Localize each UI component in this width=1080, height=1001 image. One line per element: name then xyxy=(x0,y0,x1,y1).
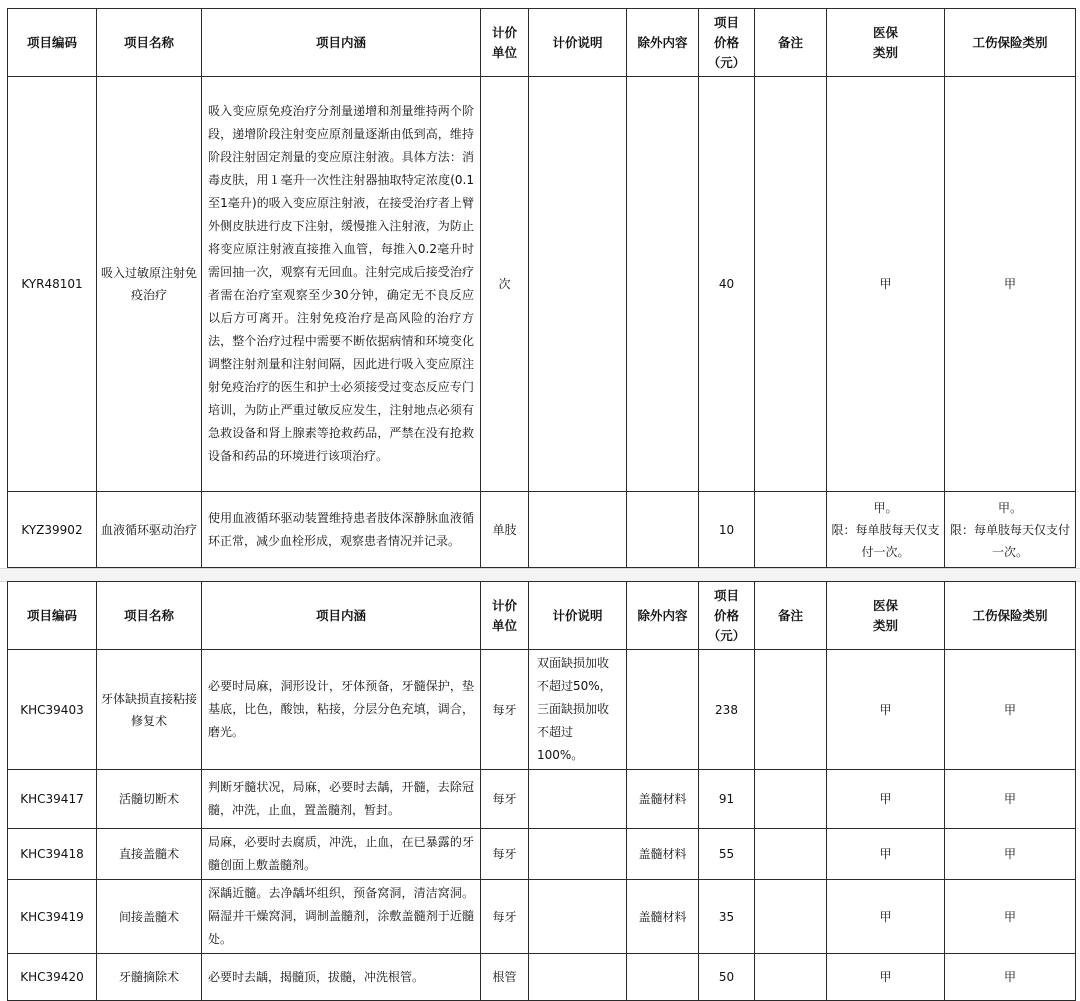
item-remark xyxy=(755,492,827,568)
item-name: 间接盖髓术 xyxy=(97,880,202,954)
header-row xyxy=(8,582,1076,650)
header-remark: 备注 xyxy=(755,582,827,650)
header-unit: 计价 单位 xyxy=(481,9,529,77)
item-excluded: 盖髓材料 xyxy=(627,829,699,880)
header-excluded: 除外内容 xyxy=(627,9,699,77)
item-pricing-note xyxy=(529,954,627,1001)
item-injury-insurance: 甲 xyxy=(945,77,1076,492)
item-medical-insurance: 甲 xyxy=(827,880,945,954)
header-name: 项目名称 xyxy=(97,582,202,650)
header-content: 项目内涵 xyxy=(202,9,481,77)
header-injury-insurance: 工伤保险类别 xyxy=(945,582,1076,650)
item-content: 局麻，必要时去腐质，冲洗，止血，在已暴露的牙髓创面上敷盖髓剂。 xyxy=(202,829,481,880)
item-price: 238 xyxy=(699,650,755,770)
header-injury-insurance: 工伤保险类别 xyxy=(945,9,1076,77)
item-price: 91 xyxy=(699,770,755,829)
item-injury-insurance: 甲 xyxy=(945,650,1076,770)
item-excluded xyxy=(627,954,699,1001)
item-pricing-note xyxy=(529,77,627,492)
item-remark xyxy=(755,954,827,1001)
item-unit: 根管 xyxy=(481,954,529,1001)
item-medical-insurance: 甲 xyxy=(827,77,945,492)
item-remark xyxy=(755,650,827,770)
item-unit: 次 xyxy=(481,77,529,492)
header-content: 项目内涵 xyxy=(202,582,481,650)
item-remark xyxy=(755,829,827,880)
table-row xyxy=(8,954,1076,1001)
header-code: 项目编码 xyxy=(8,582,97,650)
pricing-table-2 xyxy=(7,581,1076,1001)
item-medical-insurance: 甲 xyxy=(827,770,945,829)
item-unit: 每牙 xyxy=(481,880,529,954)
header-row xyxy=(8,9,1076,77)
header-price: 项目 价格 （元） xyxy=(699,9,755,77)
item-content: 吸入变应原免疫治疗分剂量递增和剂量维持两个阶段，递增阶段注射变应原剂量逐渐由低到高，维持阶段注射固定剂量的变应原注射液。具体方法：消毒皮肤，用１毫升一次性注射器抽取特定浓度(0.1至1毫升)的吸入变应原注射液，在接受治疗者上臂外侧皮肤进行皮下注射，缓慢推入注射液，为防止将变应原注射液直接推入血管，每推入0.2毫升时需回抽一次，观察有无回血。注射完成后接受治疗者需在治疗室观察至少30分钟，确定无不良反应以后方可离开。注射免疫治疗是高风险的治疗方法，整个治疗过程中需要不断依据病情和环境变化调整注射剂量和注射间隔，因此进行吸入变应原注射免疫治疗的医生和护士必须接受过变态反应专门培训，为防止严重过敏反应发生，注射地点必须有急救设备和肾上腺素等抢救药品，严禁在没有抢救设备和药品的环境进行该项治疗。 xyxy=(202,77,481,492)
item-medical-insurance: 甲 xyxy=(827,650,945,770)
item-unit: 单肢 xyxy=(481,492,529,568)
table-row xyxy=(8,829,1076,880)
item-code: KHC39419 xyxy=(8,880,97,954)
item-pricing-note xyxy=(529,880,627,954)
item-price: 35 xyxy=(699,880,755,954)
item-excluded: 盖髓材料 xyxy=(627,770,699,829)
header-excluded: 除外内容 xyxy=(627,582,699,650)
item-excluded xyxy=(627,650,699,770)
item-excluded: 盖髓材料 xyxy=(627,880,699,954)
item-medical-insurance: 甲 xyxy=(827,954,945,1001)
item-name: 牙髓摘除术 xyxy=(97,954,202,1001)
header-name: 项目名称 xyxy=(97,9,202,77)
item-excluded xyxy=(627,492,699,568)
table-row xyxy=(8,650,1076,770)
item-injury-insurance: 甲 xyxy=(945,880,1076,954)
item-remark xyxy=(755,77,827,492)
header-unit: 计价 单位 xyxy=(481,582,529,650)
item-remark xyxy=(755,880,827,954)
table-row xyxy=(8,770,1076,829)
item-injury-insurance: 甲。 限：每单肢每天仅支付一次。 xyxy=(945,492,1076,568)
item-content: 必要时去龋，揭髓顶，拔髓，冲洗根管。 xyxy=(202,954,481,1001)
item-pricing-note: 双面缺损加收不超过50%， 三面缺损加收不超过100%。 xyxy=(529,650,627,770)
item-price: 40 xyxy=(699,77,755,492)
item-name: 牙体缺损直接粘接修复术 xyxy=(97,650,202,770)
header-pricing-note: 计价说明 xyxy=(529,582,627,650)
item-name: 血液循环驱动治疗 xyxy=(97,492,202,568)
header-price: 项目 价格 （元） xyxy=(699,582,755,650)
item-excluded xyxy=(627,77,699,492)
item-content: 判断牙髓状况，局麻，必要时去龋，开髓，去除冠髓，冲洗，止血，置盖髓剂，暂封。 xyxy=(202,770,481,829)
item-injury-insurance: 甲 xyxy=(945,954,1076,1001)
item-pricing-note xyxy=(529,770,627,829)
header-pricing-note: 计价说明 xyxy=(529,9,627,77)
header-remark: 备注 xyxy=(755,9,827,77)
item-price: 50 xyxy=(699,954,755,1001)
item-content: 使用血液循环驱动装置维持患者肢体深静脉血液循环正常，减少血栓形成，观察患者情况并记录。 xyxy=(202,492,481,568)
item-price: 10 xyxy=(699,492,755,568)
table-row xyxy=(8,492,1076,568)
item-code: KYR48101 xyxy=(8,77,97,492)
header-code: 项目编码 xyxy=(8,9,97,77)
item-content: 必要时局麻，洞形设计，牙体预备，牙髓保护，垫基底，比色，酸蚀，粘接，分层分色充填，调合，磨光。 xyxy=(202,650,481,770)
item-content: 深龋近髓。去净龋坏组织，预备窝洞，清洁窝洞。隔湿并干燥窝洞，调制盖髓剂，涂敷盖髓剂于近髓处。 xyxy=(202,880,481,954)
item-unit: 每牙 xyxy=(481,829,529,880)
header-medical-insurance: 医保 类别 xyxy=(827,9,945,77)
item-code: KHC39418 xyxy=(8,829,97,880)
item-injury-insurance: 甲 xyxy=(945,829,1076,880)
item-price: 55 xyxy=(699,829,755,880)
item-name: 直接盖髓术 xyxy=(97,829,202,880)
item-injury-insurance: 甲 xyxy=(945,770,1076,829)
item-remark xyxy=(755,770,827,829)
table-row xyxy=(8,77,1076,492)
item-code: KHC39420 xyxy=(8,954,97,1001)
item-unit: 每牙 xyxy=(481,770,529,829)
item-pricing-note xyxy=(529,492,627,568)
item-medical-insurance: 甲 xyxy=(827,829,945,880)
item-name: 吸入过敏原注射免疫治疗 xyxy=(97,77,202,492)
page-separator xyxy=(0,568,1080,582)
item-code: KHC39417 xyxy=(8,770,97,829)
item-code: KHC39403 xyxy=(8,650,97,770)
item-name: 活髓切断术 xyxy=(97,770,202,829)
item-unit: 每牙 xyxy=(481,650,529,770)
pricing-table-1 xyxy=(7,8,1076,568)
item-code: KYZ39902 xyxy=(8,492,97,568)
item-pricing-note xyxy=(529,829,627,880)
header-medical-insurance: 医保 类别 xyxy=(827,582,945,650)
item-medical-insurance: 甲。 限：每单肢每天仅支付一次。 xyxy=(827,492,945,568)
table-row xyxy=(8,880,1076,954)
